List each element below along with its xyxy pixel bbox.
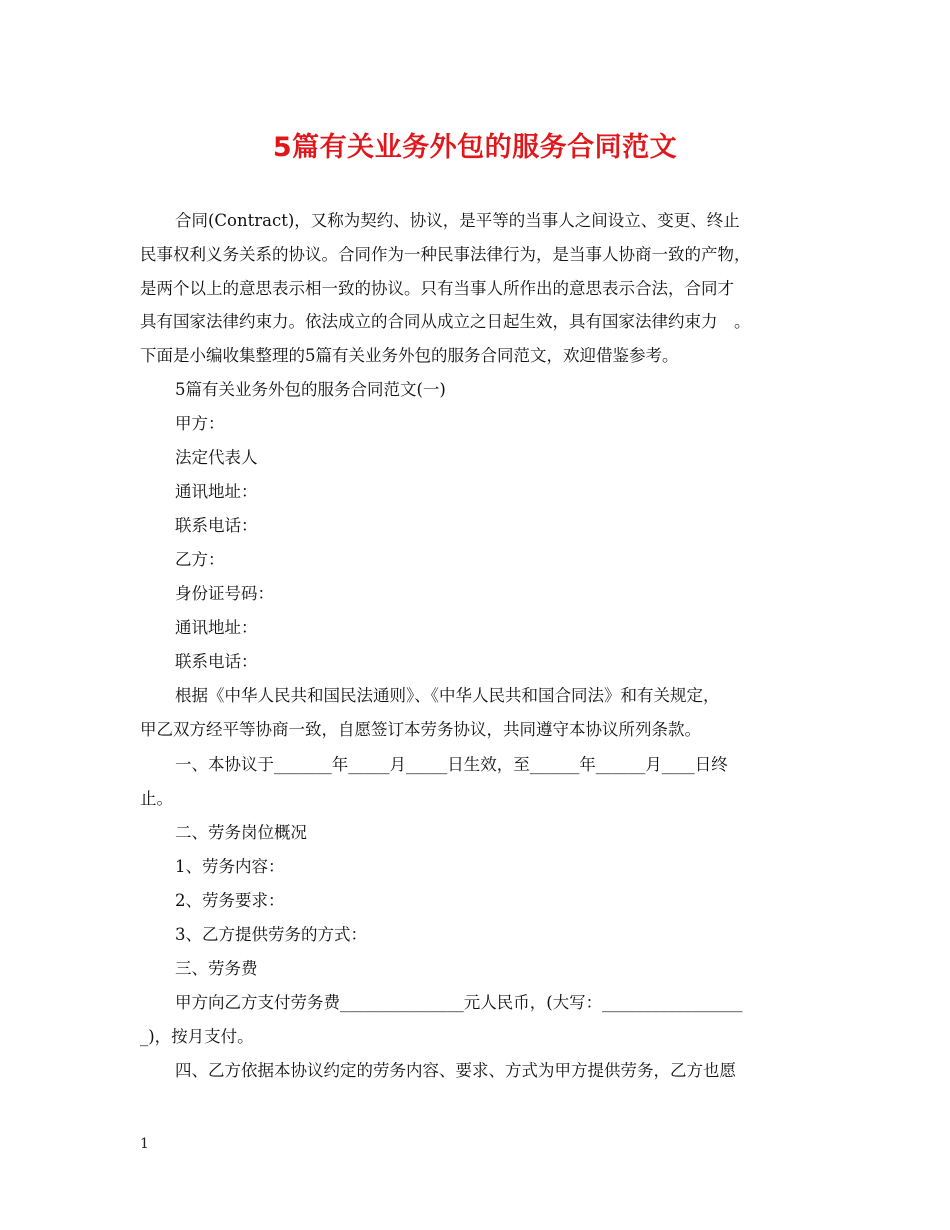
clause-line: 止。 [140, 789, 173, 808]
section-heading: 5篇有关业务外包的服务合同范文(一) [175, 380, 446, 399]
clause-line: _)，按月支付。 [140, 1027, 254, 1046]
field-label: 联系电话： [175, 652, 258, 671]
field-label: 法定代表人 [175, 448, 258, 467]
paragraph-line: 具有国家法律约束力。依法成立的合同从成立之日起生效，具有国家法律约束力 。 [140, 312, 751, 331]
field-label: 通讯地址： [175, 618, 258, 637]
clause-item: 1、劳务内容： [175, 857, 285, 876]
document-title: 5篇有关业务外包的服务合同范文 [272, 132, 678, 163]
paragraph-line: 民事权利义务关系的协议。合同作为一种民事法律行为，是当事人协商一致的产物， [140, 245, 751, 264]
field-label: 甲方： [175, 414, 225, 433]
clause-line: 一、本协议于_______年_____月_____日生效，至______年______月____日终 [175, 755, 728, 774]
field-label: 乙方： [175, 550, 225, 569]
field-label: 身份证号码： [175, 584, 274, 603]
clause-line: 四、乙方依据本协议约定的劳务内容、要求、方式为甲方提供劳务，乙方也愿 [175, 1061, 736, 1080]
clause-item: 3、乙方提供劳务的方式： [175, 925, 367, 944]
paragraph-line: 根据《中华人民共和国民法通则》、《中华人民共和国合同法》和有关规定， [175, 686, 720, 705]
field-label: 联系电话： [175, 516, 258, 535]
paragraph-line: 合同(Contract)，又称为契约、协议，是平等的当事人之间设立、变更、终止 [175, 211, 740, 230]
paragraph-line: 是两个以上的意思表示相一致的协议。只有当事人所作出的意思表示合法，合同才 [140, 279, 734, 298]
clause-heading: 三、劳务费 [175, 959, 258, 978]
paragraph-line: 甲乙双方经平等协商一致，自愿签订本劳务协议，共同遵守本协议所列条款。 [140, 720, 701, 739]
clause-heading: 二、劳务岗位概况 [175, 823, 307, 842]
clause-line: 甲方向乙方支付劳务费_______________元人民币，(大写：_________________ [175, 993, 743, 1012]
paragraph-line: 下面是小编收集整理的5篇有关业务外包的服务合同范文，欢迎借鉴参考。 [140, 346, 679, 365]
clause-item: 2、劳务要求： [175, 891, 285, 910]
page-number: 1 [140, 1136, 149, 1152]
field-label: 通讯地址： [175, 482, 258, 501]
